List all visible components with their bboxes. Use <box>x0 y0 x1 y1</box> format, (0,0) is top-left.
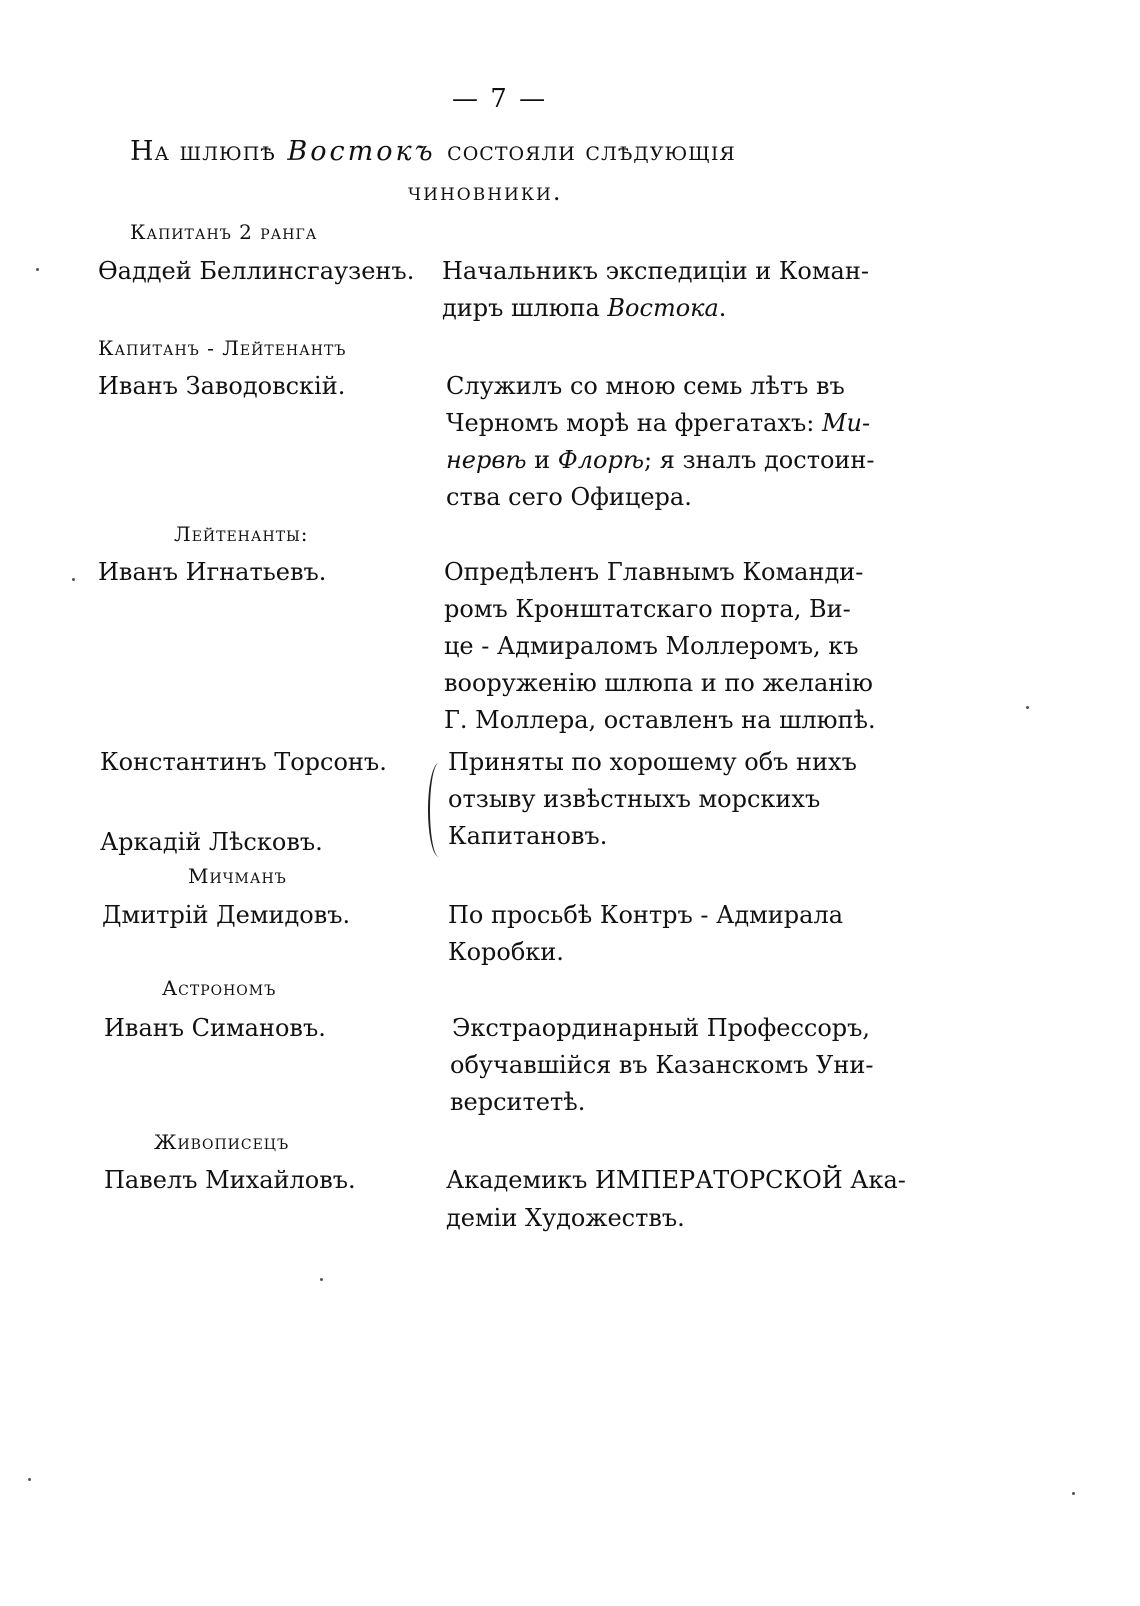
ship-name: Востокъ <box>287 136 436 167</box>
description-line: Г. Моллера, оставленъ на шлюпѣ. <box>444 706 876 734</box>
title-line-2: чиновники. <box>408 178 563 206</box>
description-line <box>446 411 870 435</box>
rank-label: Живописецъ <box>154 1130 290 1154</box>
description-line <box>446 448 875 472</box>
rank-label: Капитанъ - Лейтенантъ <box>98 336 347 360</box>
scan-speck <box>28 1478 31 1481</box>
officer-name: Дмитрій Демидовъ. <box>102 901 351 929</box>
bracket <box>428 763 450 857</box>
description-line: Служилъ со мною семь лѣтъ въ <box>446 372 845 400</box>
title-suffix: состояли слѣдующія <box>447 136 736 167</box>
officer-name: Константинъ Торсонъ. <box>100 748 387 776</box>
description-line: верситетѣ. <box>450 1088 586 1116</box>
description-line: деміи Художествъ. <box>446 1204 685 1232</box>
description-line: Опредѣленъ Главнымъ Команди- <box>444 558 864 586</box>
scan-speck <box>1072 1492 1075 1495</box>
scan-speck <box>320 1278 323 1281</box>
description-line: це - Адмираломъ Моллеромъ, къ <box>444 632 859 660</box>
rank-label: Капитанъ 2 ранга <box>130 220 318 244</box>
description-line: Коробки. <box>448 938 564 966</box>
officer-name: Иванъ Симановъ. <box>104 1014 326 1042</box>
rank-label: Мичманъ <box>188 864 287 888</box>
description-line <box>442 296 726 320</box>
title-prefix: На шлюпѣ <box>130 136 276 167</box>
page-number: — 7 — <box>452 84 548 114</box>
description-line: По просьбѣ Контръ - Адмирала <box>448 901 844 929</box>
officer-name: Иванъ Заводовскій. <box>98 372 346 400</box>
officer-name: Ѳаддей Беллинсгаузенъ. <box>98 257 415 285</box>
title-line-1 <box>130 138 736 165</box>
description-line: Экстраординарный Профессоръ, <box>452 1014 871 1042</box>
description-line: Капитановъ. <box>448 822 608 850</box>
description-text: диръ шлюпа Востока. <box>442 294 727 322</box>
description-line: отзыву извѣстныхъ морскихъ <box>448 785 821 813</box>
description-line: Начальникъ экспедиціи и Коман- <box>442 257 869 285</box>
scan-speck <box>1026 706 1029 709</box>
description-line: обучавшійся въ Казанскомъ Уни- <box>450 1051 874 1079</box>
officer-name: Аркадій Лѣсковъ. <box>100 828 323 856</box>
officer-name: Павелъ Михайловъ. <box>104 1166 356 1194</box>
description-text: нервѣ и Флорѣ; я зналъ достоин- <box>446 446 875 474</box>
rank-label: Астрономъ <box>162 976 277 1000</box>
scan-speck <box>36 268 39 271</box>
scan-speck <box>72 578 75 581</box>
officer-name: Иванъ Игнатьевъ. <box>98 558 327 586</box>
description-line: вооруженію шлюпа и по желанію <box>444 669 873 697</box>
rank-label: Лейтенанты: <box>174 522 309 546</box>
description-line: ромъ Кронштатскаго порта, Ви- <box>444 595 851 623</box>
description-text: Черномъ морѣ на фрегатахъ: Ми- <box>446 409 871 437</box>
description-line: Академикъ ИМПЕРАТОРСКОЙ Ака- <box>446 1166 906 1194</box>
description-line: Приняты по хорошему объ нихъ <box>448 748 857 776</box>
description-line: ства сего Офицера. <box>446 483 692 511</box>
